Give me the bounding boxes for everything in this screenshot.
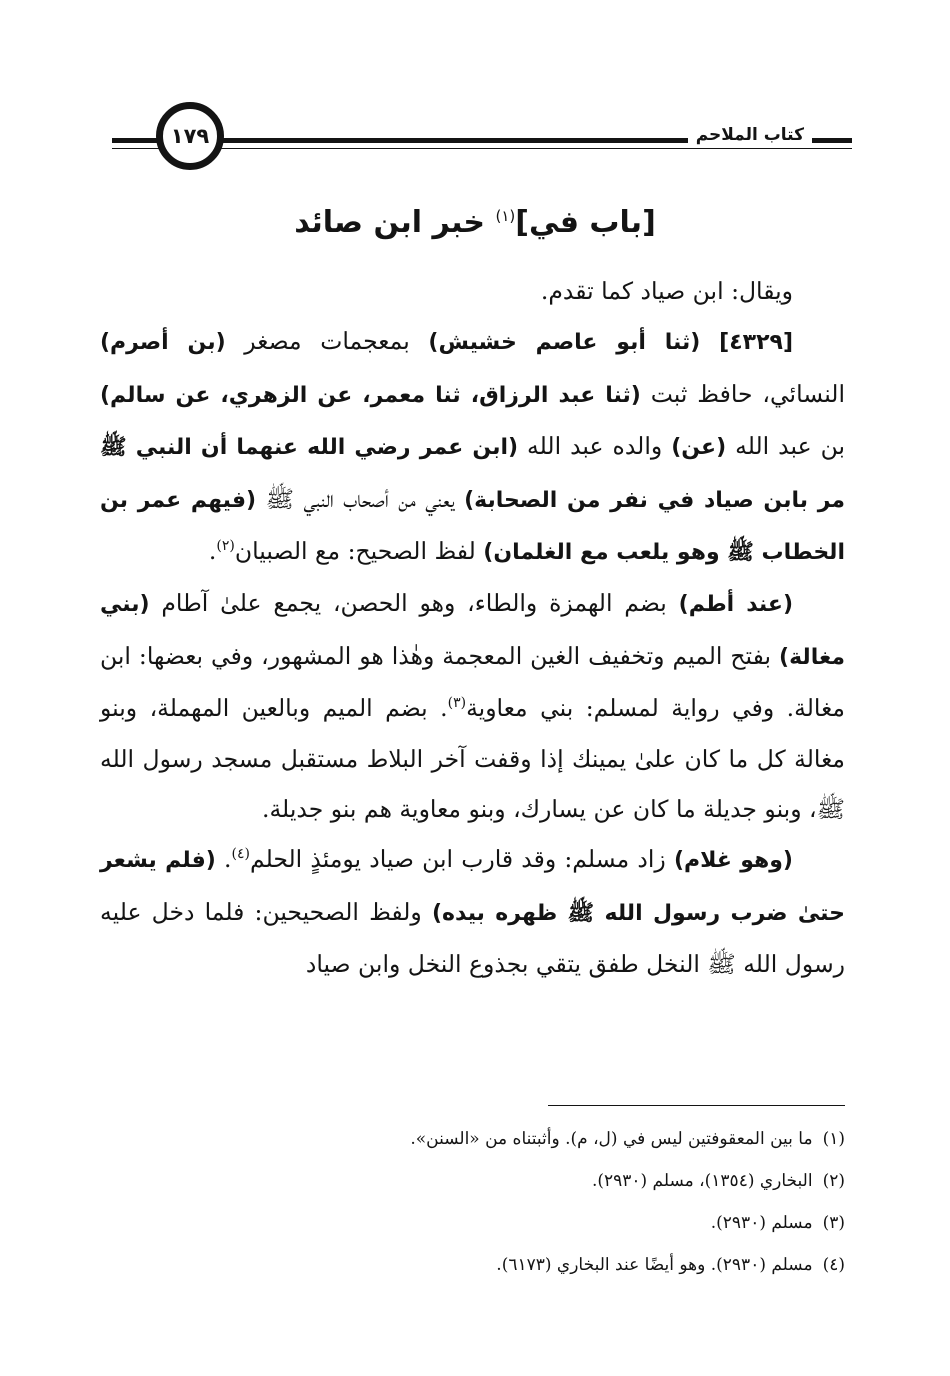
footnote: [200, 1244, 845, 1286]
footnote: [200, 1202, 845, 1244]
chapter-title-footnote-ref: (١): [495, 207, 516, 225]
footnote-number: (٢): [822, 1171, 845, 1191]
commentary-text: بضم الهمزة والطاء، وهو الحصن، يجمع علىٰ آطام: [149, 589, 679, 618]
body-text: [100, 266, 845, 990]
footnote-number: (٤): [822, 1255, 845, 1275]
footnote: [200, 1160, 845, 1202]
paragraph: [100, 834, 845, 989]
paragraph: [100, 266, 845, 316]
commentary-text: ولفظ الصحيحين: فلما دخل عليه رسول الله ﷺ النخل طفق يتقي بجذوع النخل وابن صياد: [100, 897, 845, 979]
bold-matn-text: [٤٣٢٩] (ثنا أبو عاصم خشيش): [428, 330, 794, 356]
footnote-text: مسلم (٢٩٣٠). وهو أيضًا عند البخاري (٦١٧٣).: [496, 1255, 813, 1275]
bold-matn-text: (ثنا عبد الرزاق، ثنا معمر، عن الزهري، عن سالم): [100, 382, 641, 408]
footnote: [200, 1118, 845, 1160]
commentary-text: .: [208, 537, 217, 566]
header-rule-thin: [112, 148, 852, 149]
paragraph: [100, 316, 845, 578]
chapter-title-bracket: [باب في]: [515, 205, 656, 240]
bold-matn-text: (عند أطم): [678, 592, 793, 618]
page-header: [112, 100, 852, 180]
commentary-text: والده عبد الله: [518, 432, 672, 461]
bold-matn-text: (عن): [671, 435, 727, 461]
paragraph: [100, 578, 845, 834]
commentary-text: بمعجمات مصغر: [225, 327, 429, 356]
footnote-ref: (٢): [216, 538, 235, 555]
running-title: كتاب الملاحم: [688, 125, 812, 145]
footnote-ref: (٤): [231, 846, 250, 863]
footnote-ref: (٣): [447, 695, 467, 712]
commentary-text: النسائي، حافظ ثبت: [640, 379, 845, 408]
commentary-text: بفتح الميم وتخفيف الغين المعجمة وهٰذا هو المشهور، وفي بعضها: ابن مغالة. وفي رواية لمسلم: بني معاوية: [100, 641, 845, 723]
chapter-title: [150, 188, 800, 251]
commentary-text: .: [215, 845, 232, 874]
chapter-title-text: خبر ابن صائد: [294, 205, 496, 240]
bold-matn-text: (فيهم عمر بن الخطاب ﷺ وهو يلعب مع الغلمان): [100, 487, 845, 566]
bold-matn-text: (وهو غلام): [673, 848, 793, 874]
commentary-text: يعني من أصحاب النبي ﷺ: [256, 484, 465, 513]
commentary-text: بن عبد الله: [726, 432, 846, 461]
footnote-text: البخاري (١٣٥٤)، مسلم (٢٩٣٠).: [591, 1171, 813, 1191]
commentary-text: لفظ الصحيح: مع الصبيان: [234, 537, 484, 566]
footnote-number: (١): [822, 1129, 845, 1149]
bold-matn-text: (بني مغالة): [100, 592, 845, 670]
bold-matn-text: (ابن عمر رضي الله عنهما أن النبي ﷺ مر بابن صياد في نفر من الصحابة): [100, 435, 845, 513]
commentary-text: . بضم الميم وبالعين المهملة، وبنو مغالة كل ما كان علىٰ يمينك إذا وقفت آخر البلاط مستقبل مسجد رسول الله ﷺ، وبنو جديلة ما كان عن يسارك، وبنو معاوية هم بنو جديلة.: [100, 694, 845, 824]
bold-matn-text: (بن أصرم): [100, 330, 226, 356]
page-number-badge: [156, 102, 224, 170]
commentary-text: زاد مسلم: وقد قارب ابن صياد يومئذٍ الحلم: [249, 845, 674, 874]
footnote-text: ما بين المعقوفتين ليس في (ل، م). وأثبتناه من «السنن».: [410, 1129, 813, 1149]
footnote-separator: [548, 1105, 845, 1106]
page-number: ١٧٩: [170, 124, 210, 148]
commentary-text: ويقال: ابن صياد كما تقدم.: [540, 277, 793, 305]
footnote-text: مسلم (٢٩٣٠).: [710, 1213, 813, 1233]
footnote-number: (٣): [822, 1213, 845, 1233]
footnotes: [200, 1118, 845, 1286]
bold-matn-text: (فلم يشعر حتىٰ ضرب رسول الله ﷺ ظهره بيده): [100, 848, 845, 926]
